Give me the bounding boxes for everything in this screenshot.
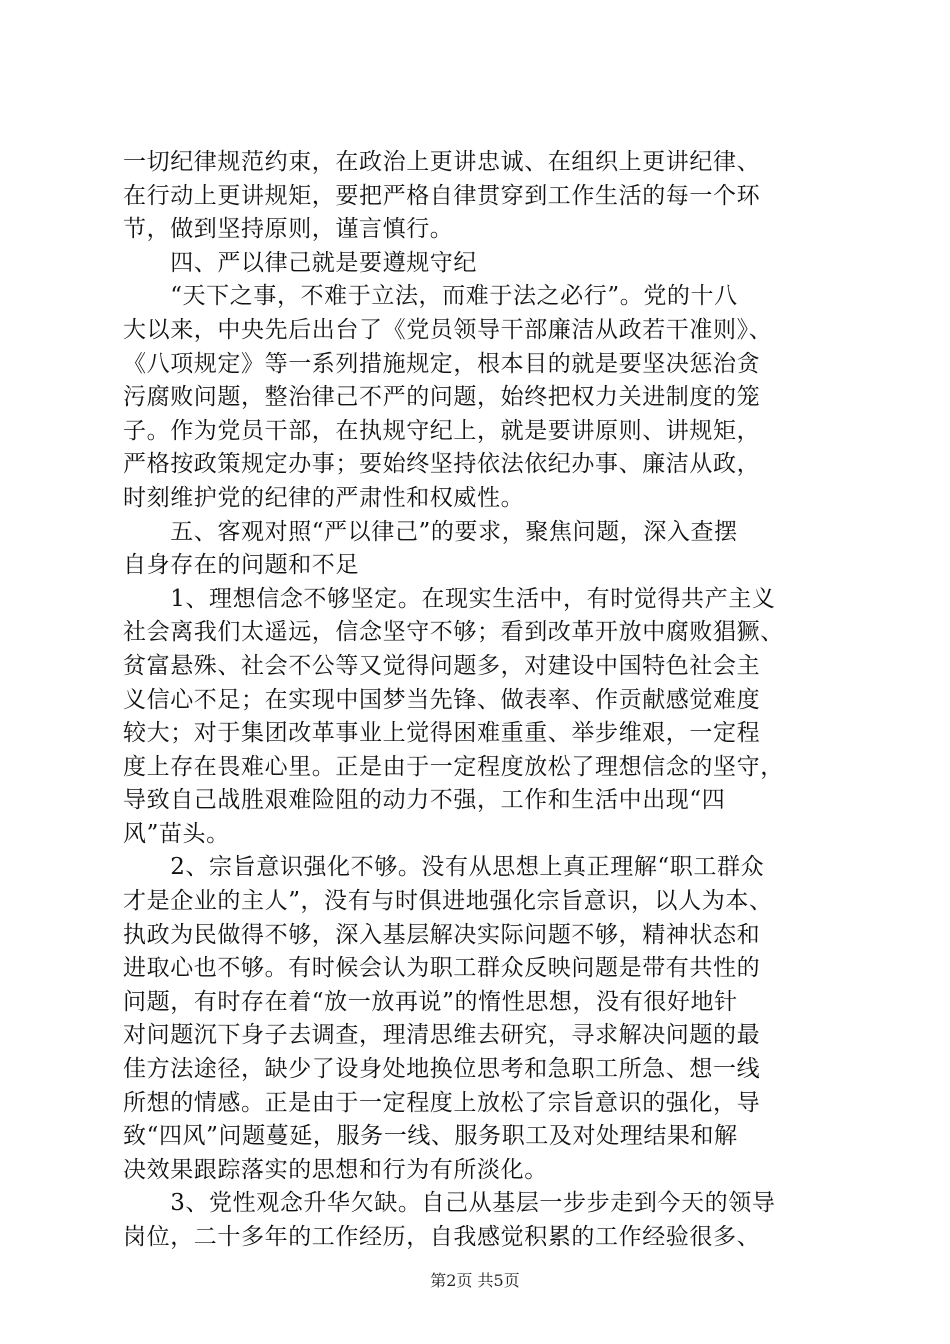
page-footer: 第2页 共5页 [430, 1271, 520, 1290]
text-line: 严格按政策规定办事；要始终坚持依法依纪办事、廉洁从政， [123, 451, 761, 478]
text-line: 时刻维护党的纪律的严肃性和权威性。 [123, 484, 525, 511]
text-line: 进取心也不够。有时候会认为职工群众反映问题是带有共性的 [123, 955, 761, 982]
text-line: 义信心不足；在实现中国梦当先锋、做表率、作贡献感觉难度 [123, 686, 761, 713]
text-line: 岗位，二十多年的工作经历，自我感觉积累的工作经验很多、 [123, 1224, 761, 1250]
text-line: 导致自己战胜艰难险阻的动力不强，工作和生活中出现“四 [123, 787, 726, 814]
text-line: 对问题沉下身子去调查，理清思维去研究，寻求解决问题的最 [123, 1022, 761, 1049]
text-line: 子。作为党员干部，在执规守纪上，就是要讲原则、讲规矩， [123, 417, 761, 444]
text-line: 2、宗旨意识强化不够。没有从思想上真正理解“职工群众 [123, 854, 765, 881]
text-line: 才是企业的主人”，没有与时俱进地强化宗旨意识，以人为本、 [123, 888, 773, 915]
text-line: 3、党性观念升华欠缺。自己从基层一步步走到今天的领导 [123, 1190, 776, 1217]
text-line: 自身存在的问题和不足 [123, 552, 359, 579]
text-line: 度上存在畏难心里。正是由于一定程度放松了理想信念的坚守， [123, 753, 784, 780]
text-line: 问题，有时存在着“放一放再说”的惰性思想，没有很好地针 [123, 988, 738, 1015]
document-body [123, 146, 833, 1255]
text-line: “天下之事，不难于立法，而难于法之必行”。党的十八 [123, 283, 738, 310]
text-line: 四、严以律己就是要遵规守纪 [123, 249, 477, 276]
text-line: 风”苗头。 [123, 820, 230, 847]
text-line: 贫富悬殊、社会不公等又觉得问题多，对建设中国特色社会主 [123, 652, 761, 679]
text-line: 节，做到坚持原则，谨言慎行。 [123, 216, 454, 243]
text-line: 在行动上更讲规矩，要把严格自律贯穿到工作生活的每一个环 [123, 182, 761, 209]
text-line: 决效果跟踪落实的思想和行为有所淡化。 [123, 1156, 548, 1183]
text-line: 1、理想信念不够坚定。在现实生活中，有时觉得共产主义 [123, 585, 776, 612]
text-line: 佳方法途径，缺少了设身处地换位思考和急职工所急、想一线 [123, 1056, 761, 1083]
text-line: 大以来，中央先后出台了《党员领导干部廉洁从政若干准则》、 [123, 316, 773, 343]
text-line: 一切纪律规范约束，在政治上更讲忠诚、在组织上更讲纪律、 [123, 149, 761, 175]
text-line: 污腐败问题，整治律己不严的问题，始终把权力关进制度的笼 [123, 384, 761, 411]
text-line: 所想的情感。正是由于一定程度上放松了宗旨意识的强化，导 [123, 1089, 761, 1116]
text-line: 五、客观对照“严以律己”的要求，聚焦问题，深入查摆 [123, 518, 738, 545]
text-line: 致“四风”问题蔓延，服务一线、服务职工及对处理结果和解 [123, 1123, 738, 1150]
text-line: 较大；对于集团改革事业上觉得困难重重、举步维艰，一定程 [123, 720, 761, 747]
text-line: 《八项规定》等一系列措施规定，根本目的就是要坚决惩治贪 [123, 350, 761, 377]
text-line: 执政为民做得不够，深入基层解决实际问题不够，精神状态和 [123, 921, 761, 948]
text-line: 社会离我们太遥远，信念坚守不够；看到改革开放中腐败猖獗、 [123, 619, 784, 646]
